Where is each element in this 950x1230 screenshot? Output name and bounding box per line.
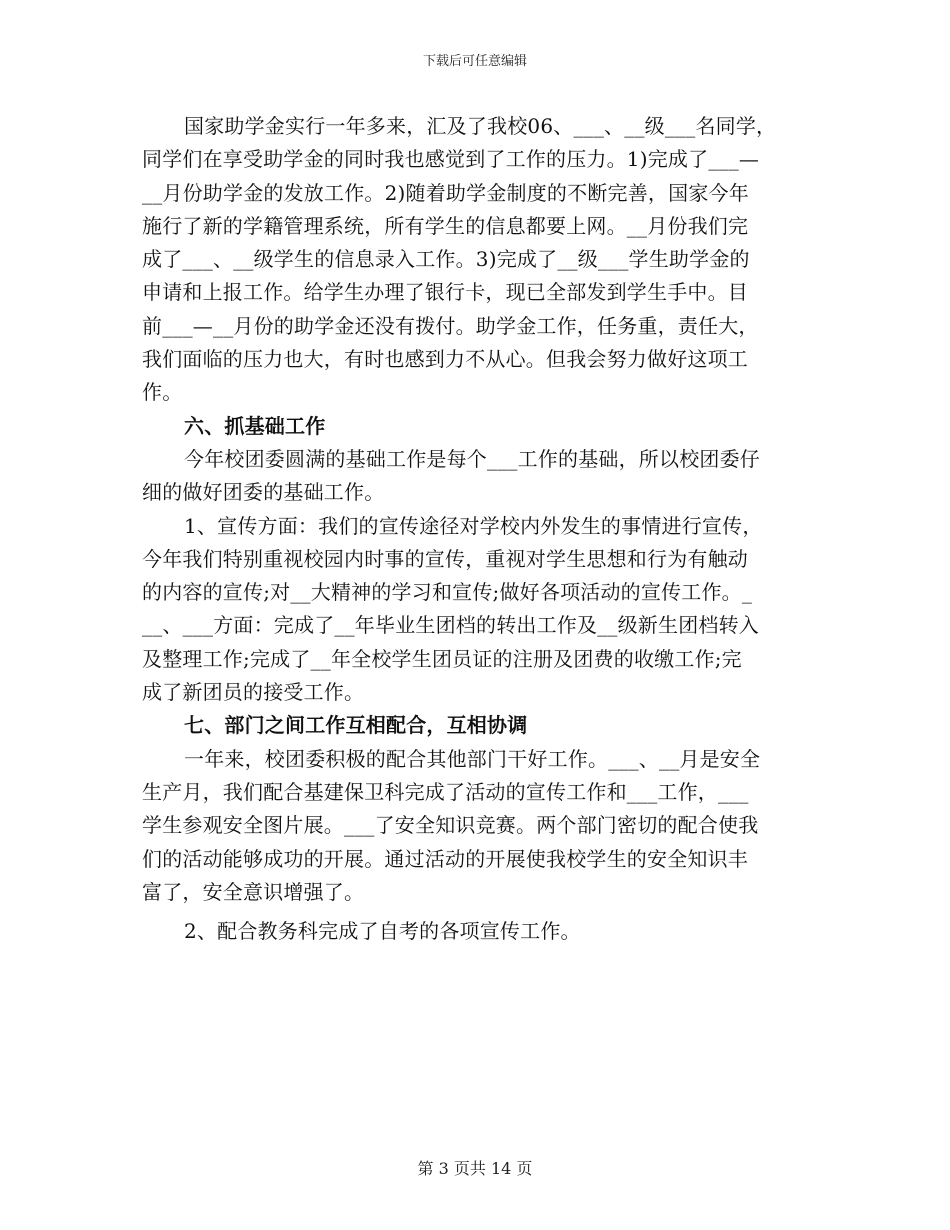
text-line: 前___—__月份的助学金还没有拨付。助学金工作，任务重，责任大， [142, 313, 759, 338]
text-line: 一年来，校团委积极的配合其他部门干好工作。___、__月是安全 [184, 746, 761, 771]
paragraph-exam-publicity [142, 915, 810, 948]
text-line: 的内容的宣传;对__大精神的学习和宣传;做好各项活动的宣传工作。_ [142, 580, 753, 605]
text-line: 富了，安全意识增强了。 [142, 879, 365, 904]
text-line: 今年校团委圆满的基础工作是每个___工作的基础，所以校团委仔 [184, 446, 760, 471]
section-heading-7: 七、部门之间工作互相配合，互相协调 [184, 713, 528, 738]
text-line: 同学们在享受助学金的同时我也感觉到了工作的压力。1)完成了___— [142, 147, 760, 172]
text-line: 国家助学金实行一年多来，汇及了我校06、___、__级___名同学， [184, 114, 777, 138]
text-line: 成了___、__级学生的信息录入工作。3)完成了__级___学生助学金的 [142, 247, 750, 272]
text-line: 1、宣传方面：我们的宣传途径对学校内外发生的事情进行宣传， [184, 513, 763, 538]
text-line: 作。 [142, 380, 183, 405]
paragraph-scholarship [142, 110, 810, 410]
text-line: 施行了新的学籍管理系统，所有学生的信息都要上网。__月份我们完 [142, 213, 749, 238]
text-line: 成了新团员的接受工作。 [142, 680, 365, 705]
text-line: __、___方面：完成了__年毕业生团档的转出工作及__级新生团档转入 [142, 613, 759, 638]
section-heading-6: 六、抓基础工作 [184, 413, 326, 438]
page-number: 第 3 页共 14 页 [417, 1159, 533, 1178]
text-line: 今年我们特别重视校园内时事的宣传，重视对学生思想和行为有触动 [142, 546, 748, 571]
paragraph-publicity [142, 510, 810, 710]
text-line: 申请和上报工作。给学生办理了银行卡，现已全部发到学生手中。目 [142, 280, 748, 305]
text-line: 2、配合教务科完成了自考的各项宣传工作。 [184, 919, 581, 944]
text-line: 生产月，我们配合基建保卫科完成了活动的宣传工作和___工作，___ [142, 779, 749, 804]
text-line: 细的做好团委的基础工作。 [142, 480, 385, 505]
text-line: 我们面临的压力也大，有时也感到力不从心。但我会努力做好这项工 [142, 347, 748, 372]
text-line: 学生参观安全图片展。___了安全知识竞赛。两个部门密切的配合使我 [142, 813, 759, 838]
text-line: 们的活动能够成功的开展。通过活动的开展使我校学生的安全知识丰 [142, 846, 748, 871]
text-line: 及整理工作;完成了__年全校学生团员证的注册及团费的收缴工作;完 [142, 646, 742, 671]
paragraph-foundation [142, 443, 810, 510]
page-header-note: 下载后可任意编辑 [422, 54, 527, 69]
document-body [142, 110, 810, 948]
paragraph-cooperation [142, 743, 810, 909]
text-line: __月份助学金的发放工作。2)随着助学金制度的不断完善，国家今年 [142, 180, 749, 205]
